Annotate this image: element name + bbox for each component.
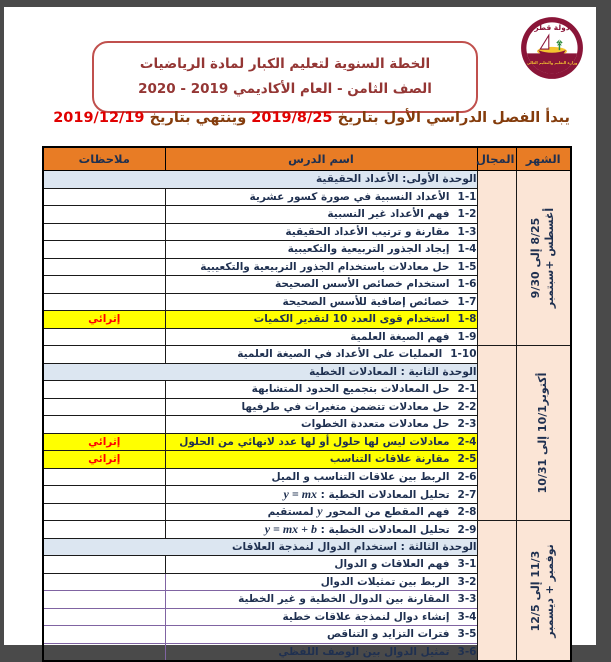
lesson-row	[43, 346, 571, 364]
lesson-number: 2-8	[457, 506, 477, 519]
notes-cell	[43, 328, 165, 346]
lesson-name-cell	[165, 451, 477, 469]
lesson-text: معادلات ليس لها حلول أو لها عدد لانهائي من الحلول	[179, 435, 450, 448]
notes-cell	[43, 521, 165, 539]
notes-cell	[43, 626, 165, 644]
lesson-number: 2-9	[457, 523, 477, 536]
column-header-lesson: اسم الدرس	[165, 147, 477, 171]
lesson-number: 1-10	[450, 348, 477, 361]
lesson-number: 1-4	[457, 243, 477, 256]
semester-dates-line	[53, 110, 570, 126]
semester-prefix: يبدأ الفصل الدراسي الأول بتاريخ	[337, 110, 570, 126]
lesson-number: 3-2	[457, 575, 477, 588]
unit-title-cell: الوحدة الأولى: الأعداد الحقيقية	[43, 171, 477, 189]
lesson-number: 2-7	[457, 488, 477, 501]
lesson-text: فهم الصيغة العلمية	[350, 330, 450, 343]
month-cell	[516, 521, 571, 662]
column-header-domain: المجال	[477, 147, 516, 171]
notes-cell	[43, 188, 165, 206]
lesson-name-cell	[165, 293, 477, 311]
lesson-name-cell	[165, 643, 477, 661]
notes-cell	[43, 276, 165, 294]
unit-title-cell: الوحدة الثانية : المعادلات الخطية	[43, 363, 477, 381]
notes-cell	[43, 241, 165, 259]
lesson-name-cell	[165, 258, 477, 276]
lesson-text: المقارنة بين الدوال الخطية و غير الخطية	[238, 593, 450, 606]
lesson-number: 1-9	[457, 330, 477, 343]
lesson-number: 3-6	[457, 645, 477, 658]
month-cell	[516, 346, 571, 521]
lesson-row	[43, 521, 571, 539]
logo-top-text: دولة قطر	[534, 22, 570, 32]
lesson-number: 1-1	[457, 190, 477, 203]
lesson-number: 1-7	[457, 295, 477, 308]
notes-cell: إثرائي	[43, 451, 165, 469]
lesson-text: حل المعادلات بتجميع الحدود المتشابهة	[251, 383, 450, 396]
lesson-text: إيجاد الجذور التربيعية والتكعيبية	[287, 243, 450, 256]
lesson-name-cell	[165, 626, 477, 644]
lesson-name-cell	[165, 468, 477, 486]
lesson-text: استخدام قوى العدد 10 لتقدير الكميات	[253, 313, 450, 326]
lesson-text: تمثيل الدوال بين الوصف اللفظي	[278, 645, 450, 658]
lesson-text: استخدام خصائص الأسس الصحيحة	[275, 278, 450, 291]
lesson-name-cell	[165, 328, 477, 346]
yearly-plan-table	[42, 146, 572, 662]
lesson-text: تحليل المعادلات الخطية :	[317, 523, 450, 536]
lesson-number: 2-6	[457, 470, 477, 483]
column-header-month: الشهر	[516, 147, 571, 171]
notes-cell	[43, 643, 165, 661]
table-header-row	[43, 147, 571, 171]
logo-band-text: وزارة التعليم والتعليم العالي	[526, 61, 578, 65]
semester-start-date: 2019/8/25	[251, 110, 333, 126]
notes-cell: إثرائي	[43, 433, 165, 451]
lesson-name-cell	[165, 521, 477, 539]
notes-cell	[43, 416, 165, 434]
lesson-name-cell	[165, 486, 477, 504]
lesson-text: حل معادلات باستخدام الجذور التربيعية والتكعيبية	[200, 260, 450, 273]
lesson-text: خصائص إضافية للأسس الصحيحة	[282, 295, 450, 308]
lesson-number: 3-1	[457, 558, 477, 571]
lesson-number: 3-3	[457, 593, 477, 606]
lesson-number: 2-5	[457, 453, 477, 466]
lesson-name-cell	[165, 608, 477, 626]
lesson-name-cell	[165, 188, 477, 206]
lesson-text: الربط بين تمثيلات الدوال	[320, 575, 450, 588]
semester-end-date: 2019/12/19	[53, 110, 145, 126]
domain-cell	[477, 521, 516, 662]
lesson-name-cell	[165, 416, 477, 434]
math-expression: y = mx + b	[264, 521, 318, 536]
title-box	[92, 41, 478, 113]
lesson-text: العمليات على الأعداد في الصيغة العلمية	[237, 348, 443, 361]
lesson-number: 1-5	[457, 260, 477, 273]
lesson-text: مقارنة و ترتيب الأعداد الحقيقية	[285, 225, 450, 238]
lesson-name-cell	[165, 556, 477, 574]
lesson-text: فهم الأعداد غير النسبية	[327, 208, 450, 221]
lesson-name-cell	[165, 311, 477, 329]
domain-cell	[477, 171, 516, 346]
notes-cell	[43, 223, 165, 241]
lesson-number: 2-4	[457, 435, 477, 448]
lesson-name-cell	[165, 241, 477, 259]
semester-middle: وينتهي بتاريخ	[149, 110, 247, 126]
lesson-name-cell	[165, 276, 477, 294]
lesson-text: الأعداد النسبية في صورة كسور عشرية	[249, 190, 450, 203]
lesson-number: 2-3	[457, 418, 477, 431]
notes-cell	[43, 486, 165, 504]
notes-cell	[43, 573, 165, 591]
lesson-name-cell	[165, 591, 477, 609]
notes-cell	[43, 293, 165, 311]
domain-cell	[477, 346, 516, 521]
plan-title: الخطة السنوية لتعليم الكبار لمادة الرياضيات	[139, 56, 431, 72]
month-rotated-label: أكتوبر10/1 إلى 10/31	[536, 372, 550, 494]
lesson-number: 2-2	[457, 400, 477, 413]
notes-cell	[43, 608, 165, 626]
lesson-number: 1-6	[457, 278, 477, 291]
month-rotated-label: 11/3 إلى 12/5 نوفمبر + ديسمبر	[529, 543, 557, 638]
grade-year-line: الصف الثامن - العام الأكاديمي 2019 - 2020	[138, 81, 432, 97]
lesson-number: 2-1	[457, 383, 477, 396]
math-expression: y	[317, 504, 323, 519]
lesson-text: الربط بين علاقات التناسب و الميل	[271, 470, 450, 483]
lesson-number: 1-3	[457, 225, 477, 238]
column-header-notes: ملاحظات	[43, 147, 165, 171]
document-page	[4, 7, 596, 658]
notes-cell	[43, 206, 165, 224]
lesson-text: حل معادلات متعددة الخطوات	[301, 418, 450, 431]
notes-cell	[43, 398, 165, 416]
lesson-name-cell	[165, 433, 477, 451]
lesson-number: 1-2	[457, 208, 477, 221]
unit-row	[43, 171, 571, 189]
math-expression: y = mx	[283, 486, 318, 501]
unit-title-cell: الوحدة الثالثة : استخدام الدوال لنمذجة العلاقات	[43, 538, 477, 556]
notes-cell	[43, 556, 165, 574]
lesson-number: 1-8	[457, 313, 477, 326]
lesson-number: 3-5	[457, 628, 477, 641]
month-rotated-label: 8/25 إلى 9/30 أغسطس +سبتمبر	[529, 207, 557, 309]
month-cell	[516, 171, 571, 346]
notes-cell	[43, 503, 165, 521]
lesson-text: حل معادلات تتضمن متغيرات في طرفيها	[241, 400, 450, 413]
lesson-text: إنشاء دوال لنمذجة علاقات خطية	[282, 610, 450, 623]
lesson-name-cell	[165, 346, 477, 364]
notes-cell	[43, 346, 165, 364]
lesson-name-cell	[165, 573, 477, 591]
lesson-text: فترات التزايد و التناقص	[326, 628, 450, 641]
notes-cell	[43, 468, 165, 486]
lesson-name-cell	[165, 398, 477, 416]
notes-cell	[43, 591, 165, 609]
lesson-name-cell	[165, 381, 477, 399]
lesson-text: مقارنة علاقات التناسب	[329, 453, 450, 466]
qatar-ministry-logo-icon	[520, 16, 584, 80]
lesson-text: لمستقيم	[267, 506, 318, 519]
lesson-name-cell	[165, 223, 477, 241]
lesson-text: فهم المقطع من المحور	[322, 506, 450, 519]
notes-cell	[43, 381, 165, 399]
lesson-text: فهم العلاقات و الدوال	[334, 558, 450, 571]
lesson-text: تحليل المعادلات الخطية :	[317, 488, 450, 501]
notes-cell: إثرائي	[43, 311, 165, 329]
lesson-name-cell	[165, 503, 477, 521]
notes-cell	[43, 258, 165, 276]
lesson-name-cell	[165, 206, 477, 224]
lesson-number: 3-4	[457, 610, 477, 623]
